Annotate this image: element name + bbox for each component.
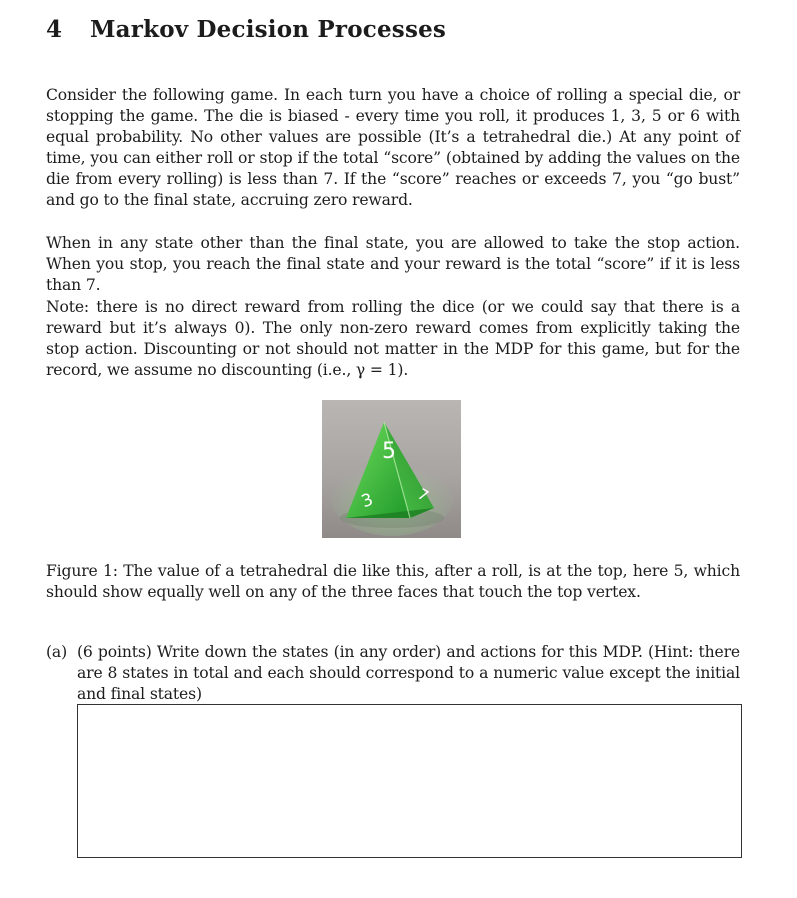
question-text: (6 points) Write down the states (in any order) and actions for this MDP. (Hint: there are 8 states in total and each should correspond to a numeric value except the initial and final states) xyxy=(77,643,740,703)
section-title: Markov Decision Processes xyxy=(90,16,447,43)
game-description-paragraph: Consider the following game. In each turn you have a choice of rolling a special die, or stopping the game. The die is biased - every time you roll, it produces 1, 3, 5 or 6 with equal probability. No other values are possible (It’s a tetrahedral die.) At any point of time, you can either roll or stop if the total “score” (obtained by adding the values on the die from every rolling) is less than 7. If the “score” reaches or exceeds 7, you “go bust” and go to the final state, accruing zero reward. xyxy=(46,86,740,209)
question-a xyxy=(46,642,740,705)
answer-box[interactable] xyxy=(77,704,742,858)
section-number: 4 xyxy=(46,16,63,43)
section-heading xyxy=(46,16,446,43)
discounting-note-paragraph: Note: there is no direct reward from rolling the dice (or we could say that there is a reward but it’s always 0). The only non-zero reward comes from explicitly taking the stop action. Discounting or not should not matter in the MDP for this game, but for the record, we assume no discounting (i.e., γ = 1). xyxy=(46,298,740,379)
die-left-value: 3 xyxy=(358,489,376,513)
question-label: (a) xyxy=(46,643,68,661)
tetrahedral-die-figure xyxy=(322,400,461,538)
figure-caption: Figure 1: The value of a tetrahedral die like this, after a roll, is at the top, here 5, which should show equally well on any of the three faces that touch the top vertex. xyxy=(46,562,740,601)
stop-action-paragraph: When in any state other than the final state, you are allowed to take the stop action. When you stop, you reach the final state and your reward is the total “score” if it is less than 7. xyxy=(46,234,740,294)
die-top-value: 5 xyxy=(382,439,396,464)
die-right-value: 7 xyxy=(414,484,432,506)
die-photo xyxy=(322,400,461,538)
